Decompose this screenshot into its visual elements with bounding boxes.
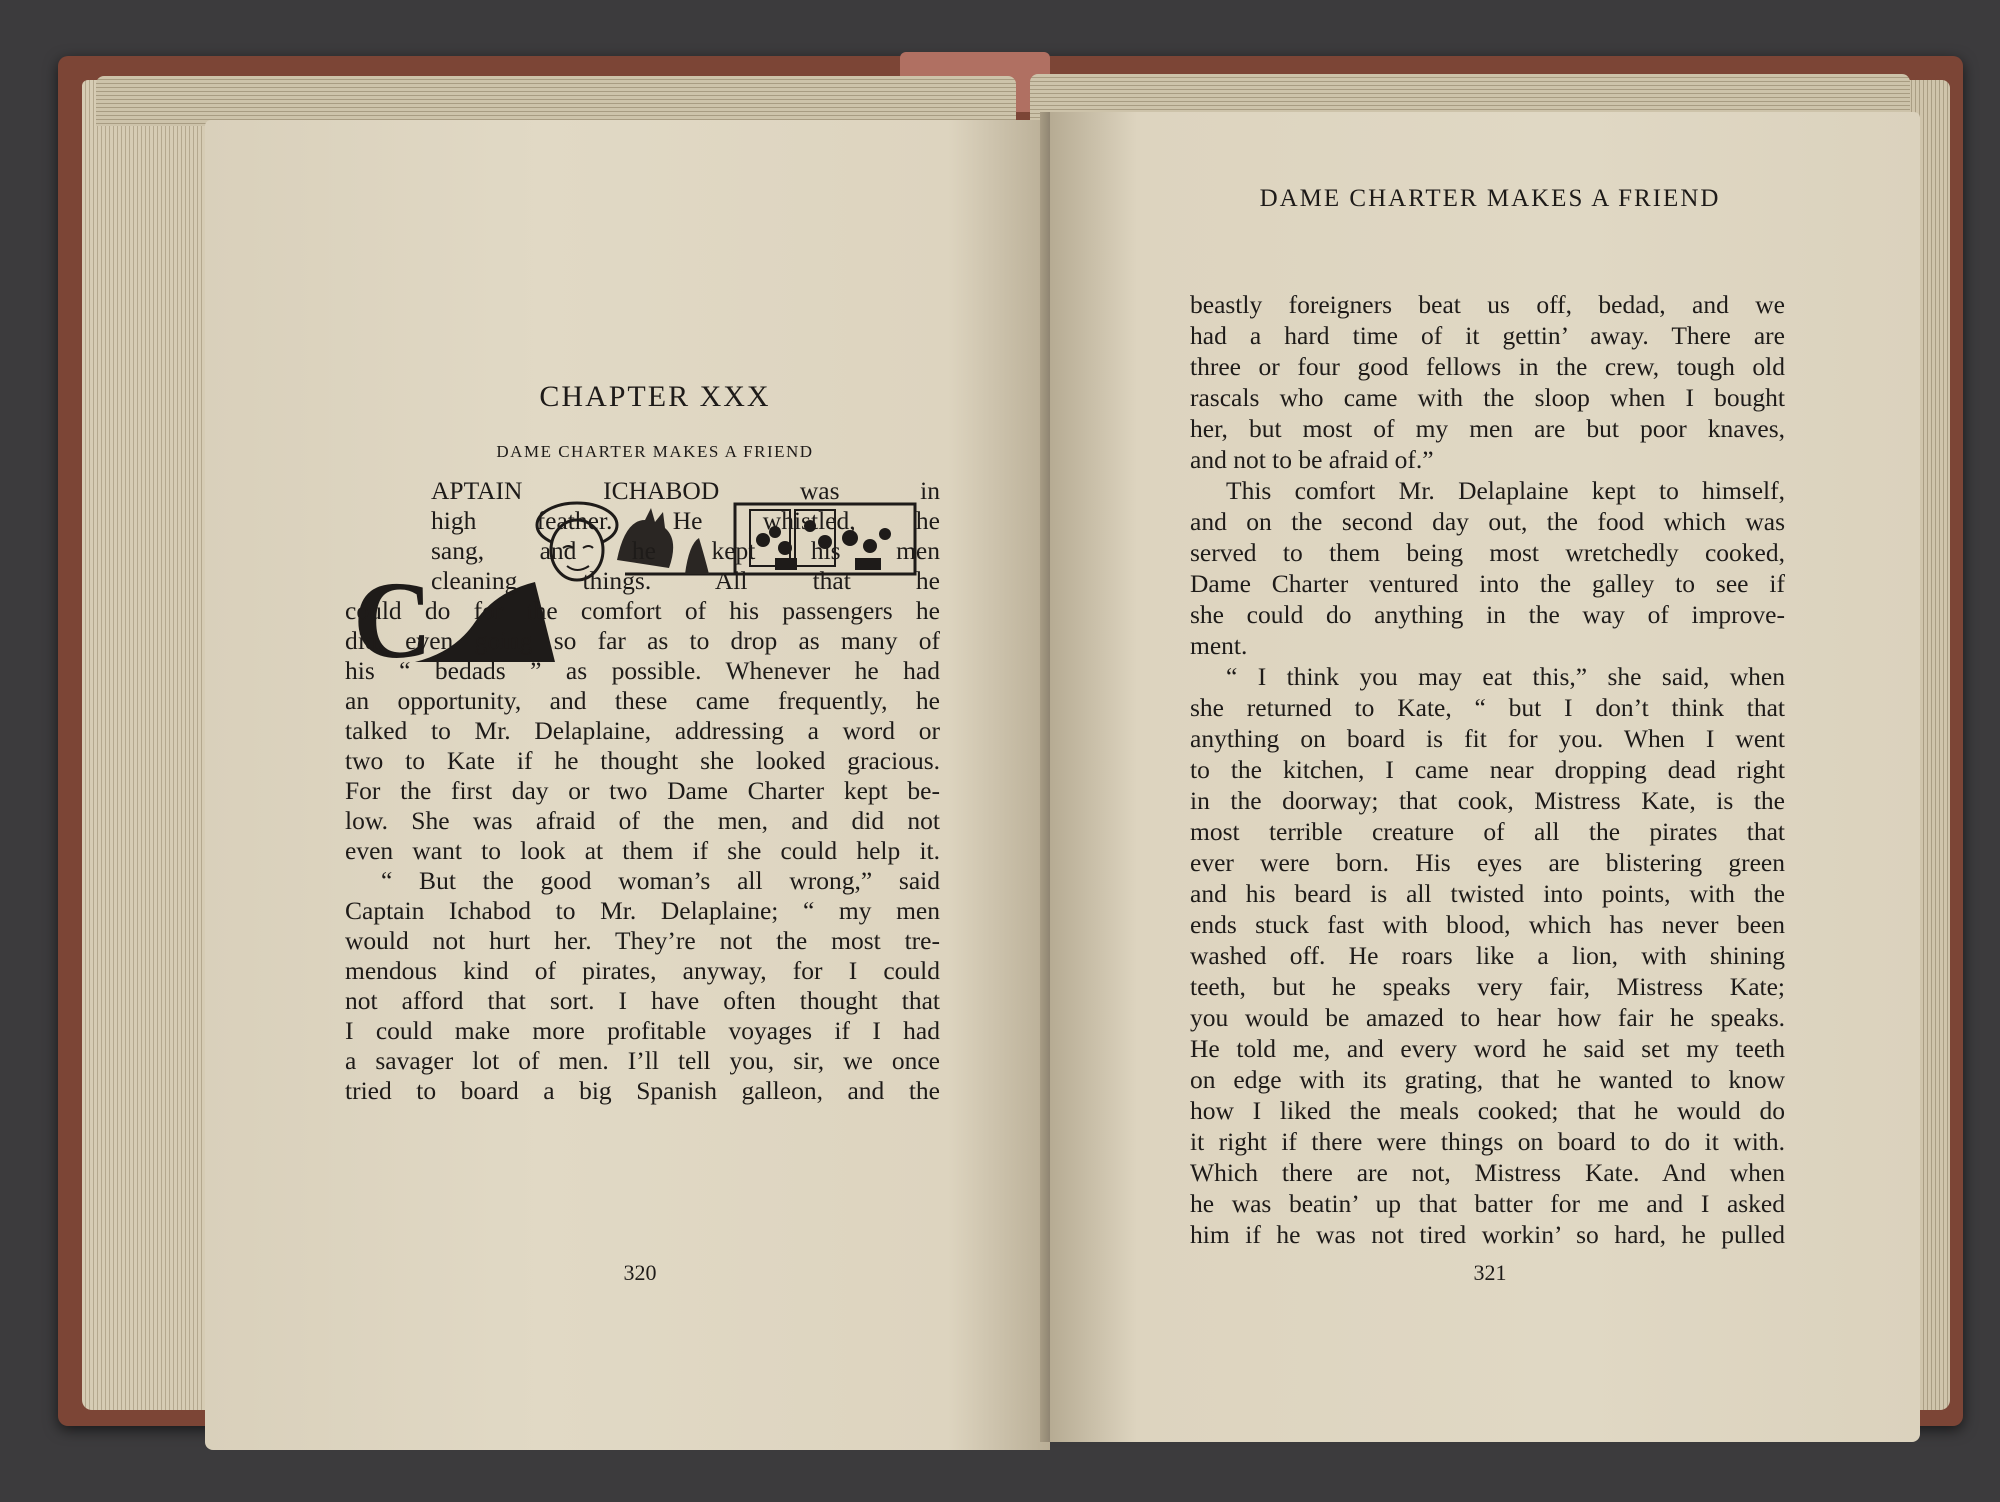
text-line: on edge with its grating, that he wanted to know xyxy=(1190,1065,1785,1094)
text-line: sang, and he kept his men xyxy=(431,536,940,565)
text-line: beastly foreigners beat us off, bedad, and we xyxy=(1190,290,1785,319)
text-line: For the first day or two Dame Charter kept be- xyxy=(345,776,940,805)
right-page xyxy=(1050,112,1920,1442)
text-line: tried to board a big Spanish galleon, and the xyxy=(345,1076,940,1105)
text-line: mendous kind of pirates, anyway, for I could xyxy=(345,956,940,985)
text-line: would not hurt her. They’re not the most tre- xyxy=(345,926,940,955)
text-line: teeth, but he speaks very fair, Mistress Kate; xyxy=(1190,972,1785,1001)
text-line: could do for the comfort of his passengers he xyxy=(345,596,940,625)
text-line: her, but most of my men are but poor knaves, xyxy=(1190,414,1785,443)
text-line: high feather. He whistled, he xyxy=(431,506,940,535)
text-line: most terrible creature of all the pirates that xyxy=(1190,817,1785,846)
text-line: washed off. He roars like a lion, with shining xyxy=(1190,941,1785,970)
text-line: did, even going so far as to drop as many of xyxy=(345,626,940,655)
text-line: how I liked the meals cooked; that he would do xyxy=(1190,1096,1785,1125)
text-line: I could make more profitable voyages if I had xyxy=(345,1016,940,1045)
page-number: 320 xyxy=(623,1260,657,1285)
text-line: This comfort Mr. Delaplaine kept to himself, xyxy=(1226,476,1785,505)
page-number: 321 xyxy=(1473,1260,1507,1285)
text-line: even want to look at them if she could help it. xyxy=(345,836,940,865)
text-line: ends stuck fast with blood, which has never been xyxy=(1190,910,1785,939)
text-line: she returned to Kate, “ but I don’t think that xyxy=(1190,693,1785,722)
chapter-number: CHAPTER XXX xyxy=(539,380,771,413)
text-line: cleaning things. All that he xyxy=(431,566,940,595)
text-line: an opportunity, and these came frequently, he xyxy=(345,686,940,715)
text-line: him if he was not tired workin’ so hard, he pulled xyxy=(1190,1220,1785,1249)
text-line: low. She was afraid of the men, and did not xyxy=(345,806,940,835)
text-line: Captain Ichabod to Mr. Delaplaine; “ my men xyxy=(345,896,940,925)
chapter-title: DAME CHARTER MAKES A FRIEND xyxy=(496,442,814,461)
text-line: a savager lot of men. I’ll tell you, sir, we once xyxy=(345,1046,940,1075)
text-line: Which there are not, Mistress Kate. And when xyxy=(1190,1158,1785,1187)
text-line: ment. xyxy=(1190,631,1248,660)
text-line: talked to Mr. Delaplaine, addressing a word or xyxy=(345,716,940,745)
page-edges-top-left xyxy=(96,76,1016,126)
text-line: “ I think you may eat this,” she said, when xyxy=(1226,662,1785,691)
text-line: he was beatin’ up that batter for me and I asked xyxy=(1190,1189,1785,1218)
text-line: APTAIN ICHABOD was in xyxy=(431,476,940,505)
text-line: ever were born. His eyes are blistering green xyxy=(1190,848,1785,877)
text-line: and on the second day out, the food which was xyxy=(1190,507,1785,536)
text-line: had a hard time of it gettin’ away. There are xyxy=(1190,321,1785,350)
text-line: anything on board is fit for you. When I went xyxy=(1190,724,1785,753)
text-line: two to Kate if he thought she looked gracious. xyxy=(345,746,940,775)
text-line: rascals who came with the sloop when I bought xyxy=(1190,383,1785,412)
text-line: three or four good fellows in the crew, tough old xyxy=(1190,352,1785,381)
text-line: Dame Charter ventured into the galley to see if xyxy=(1190,569,1785,598)
running-head: DAME CHARTER MAKES A FRIEND xyxy=(1259,185,1721,212)
left-page xyxy=(205,120,1050,1450)
text-line: to the kitchen, I came near dropping dead right xyxy=(1190,755,1785,784)
text-line: in the doorway; that cook, Mistress Kate, is the xyxy=(1190,786,1785,815)
text-line: it right if there were things on board to do it with. xyxy=(1190,1127,1785,1156)
text-line: He told me, and every word he said set my teeth xyxy=(1190,1034,1785,1063)
text-line: “ But the good woman’s all wrong,” said xyxy=(381,866,940,895)
text-line: and his beard is all twisted into points, with the xyxy=(1190,879,1785,908)
drop-cap: C xyxy=(353,559,433,681)
text-line: you would be amazed to hear how fair he speaks. xyxy=(1190,1003,1785,1032)
text-line: and not to be afraid of.” xyxy=(1190,445,1434,474)
text-line: not afford that sort. I have often thought that xyxy=(345,986,940,1015)
text-line: she could do anything in the way of improve- xyxy=(1190,600,1785,629)
text-line: his “ bedads ” as possible. Whenever he had xyxy=(345,656,940,685)
text-line: served to them being most wretchedly cooked, xyxy=(1190,538,1785,567)
